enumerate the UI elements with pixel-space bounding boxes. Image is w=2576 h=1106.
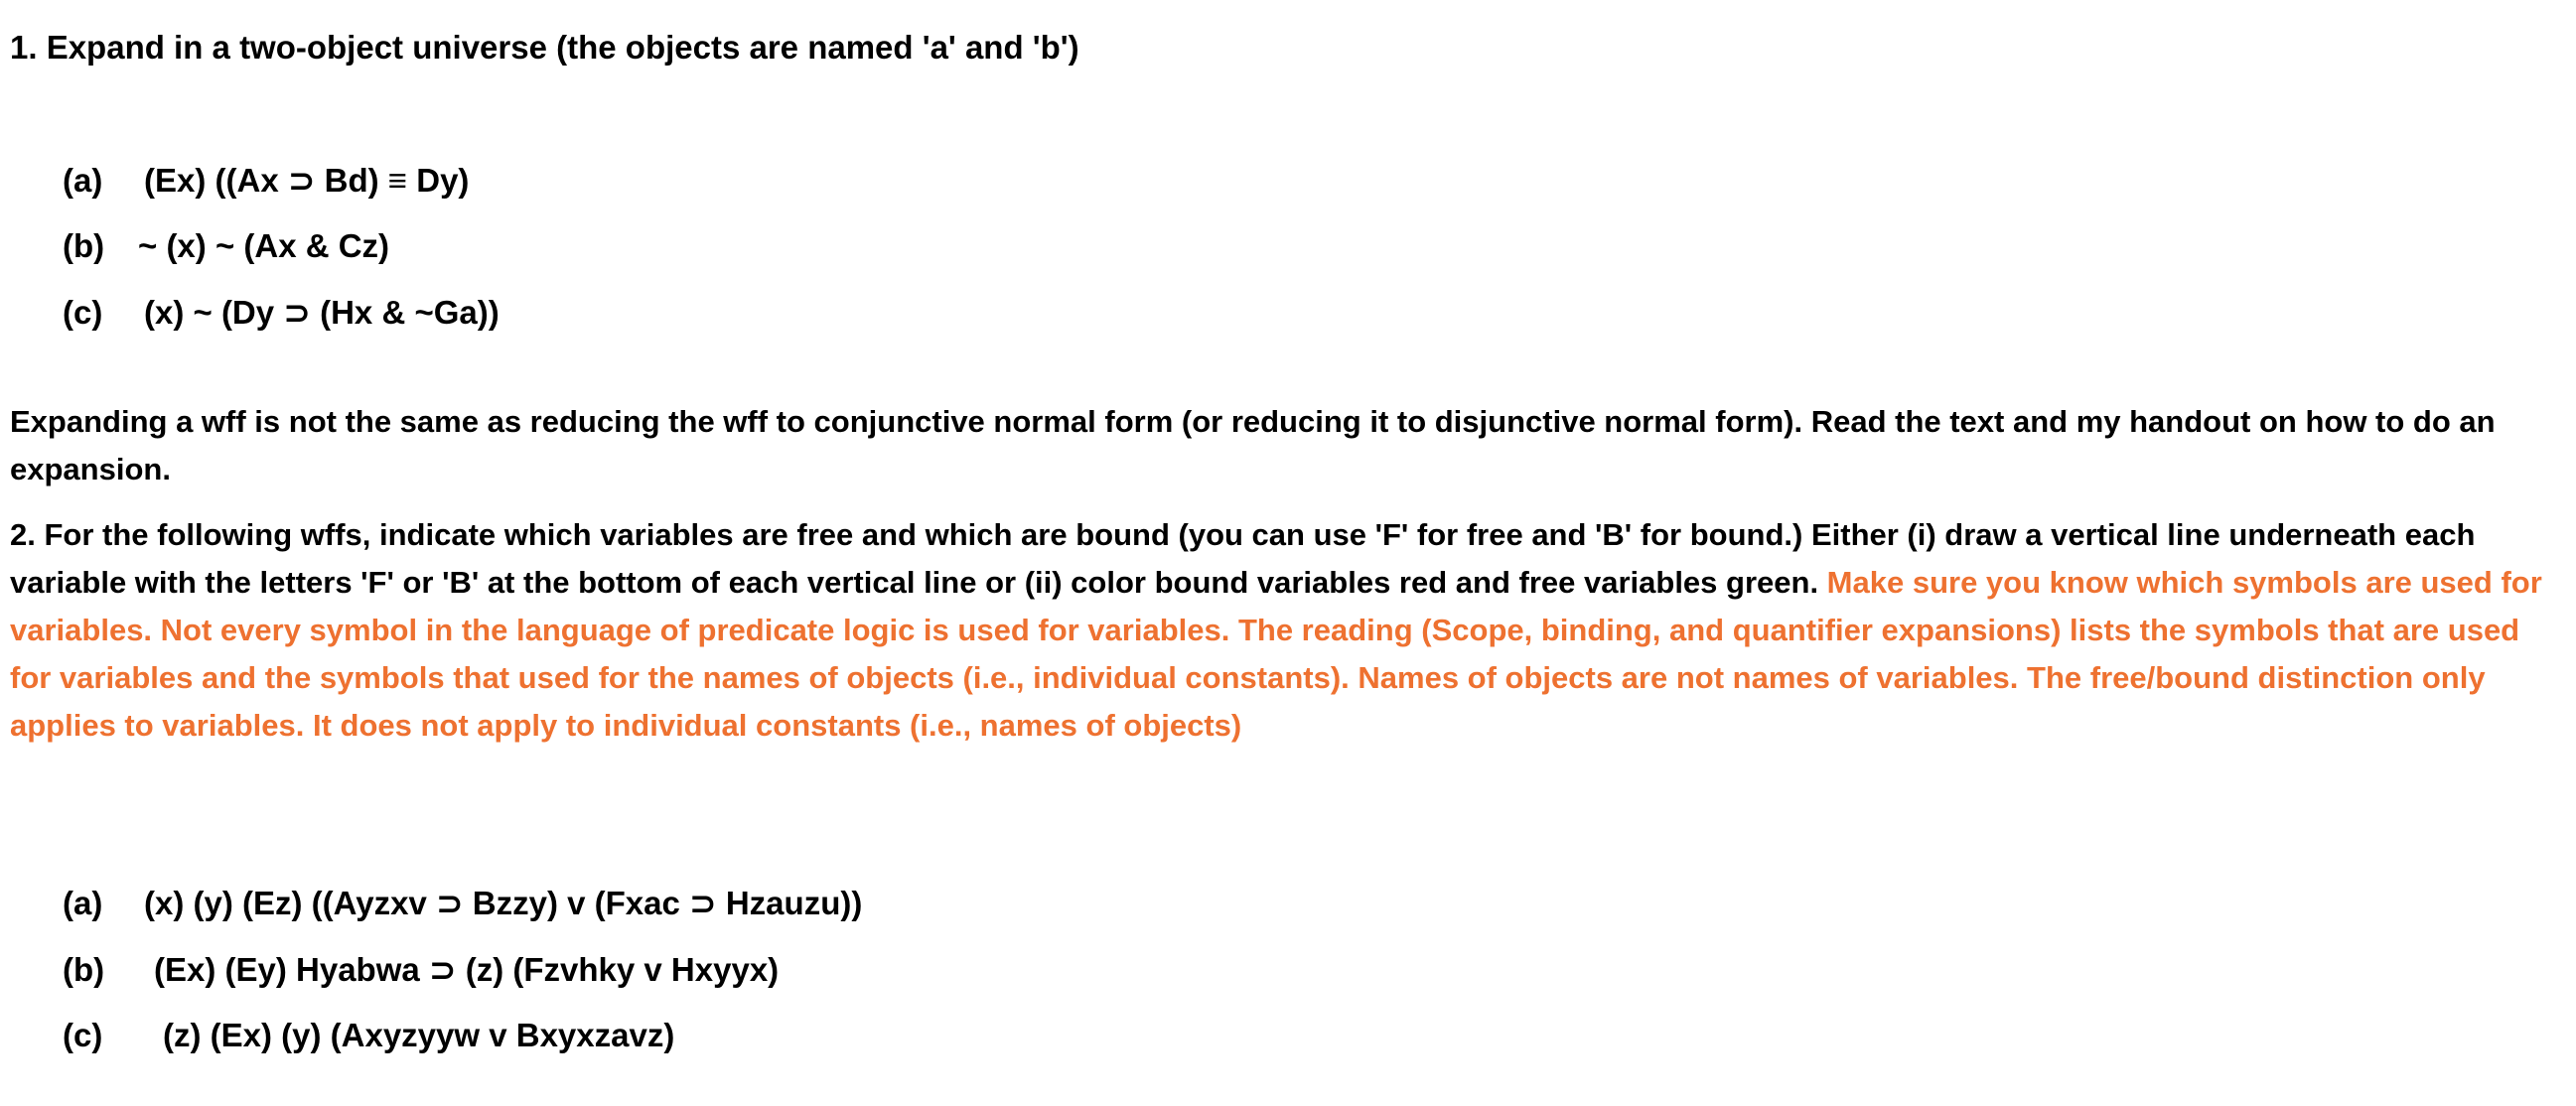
item-formula: (x) ~ (Dy ⊃ (Hx & ~Ga)) — [144, 294, 500, 331]
item-label: (a) — [63, 885, 103, 921]
item-formula: (x) (y) (Ez) ((Ayzxv ⊃ Bzzy) v (Fxac ⊃ Hzauzu)) — [144, 885, 863, 921]
question-1-heading: 1. Expand in a two-object universe (the objects are named 'a' and 'b') — [10, 29, 1079, 66]
item-label: (b) — [63, 951, 105, 988]
item-label: (c) — [63, 1017, 103, 1053]
item-formula: (z) (Ex) (y) (Axyzyyw v Bxyxzavz) — [163, 1017, 675, 1053]
question-2-instruction-text: 2. For the following wffs, indicate which variables are free and which are bound (you can use 'F' for free and 'B' for bound.) Either (i) draw a vertical line underneath each variable with the letters 'F' or 'B' at the bottom of each vertical line or (ii) color bound variables red and free variables green. — [10, 517, 2476, 600]
expansion-note: Expanding a wff is not the same as reducing the wff to conjunctive normal form (or reducing it to disjunctive normal form). Read the text and my handout on how to do an expansion. — [10, 404, 2496, 486]
variables-warning-text: Make sure you know which symbols are used for variables. Not every symbol in the language of predicate logic is used for variables. The reading (Scope, binding, and quantifier expansions) lists the symbols that are used for variables and the symbols that used for the names of objects (i.e., individual constants). Names of objects are not names of variables. The free/bound distinction only applies to variables. It does not apply to individual constants (i.e., names of objects) — [10, 565, 2542, 743]
item-formula: (Ex) ((Ax ⊃ Bd) ≡ Dy) — [144, 162, 470, 199]
item-formula: (Ex) (Ey) Hyabwa ⊃ (z) (Fzvhky v Hxyyx) — [154, 951, 780, 988]
question-2-instructions — [10, 511, 2552, 750]
item-label: (c) — [63, 294, 103, 331]
item-label: (a) — [63, 162, 103, 199]
item-label: (b) — [63, 227, 105, 264]
item-formula: ~ (x) ~ (Ax & Cz) — [138, 227, 390, 264]
